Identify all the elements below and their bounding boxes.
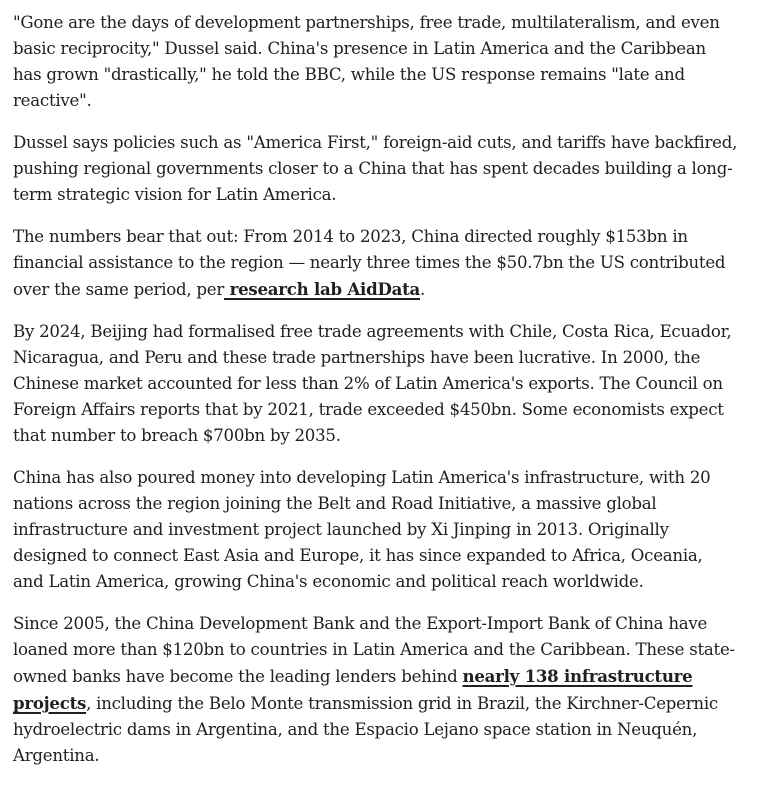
article-body	[13, 10, 738, 785]
paragraph-america-first	[13, 130, 738, 208]
paragraph-text: By 2024, Beijing had formalised free trade agreements with Chile, Costa Rica, Ecuador, Nicaragua, and Peru and these trade partnerships have been lucrative. In 2000, the Chinese market accounted for less than 2% of Latin America's exports. The Council on Foreign Affairs reports that by 2021, trade exceeded $450bn. Some economists expect that number to breach $700bn by 2035.	[13, 322, 732, 445]
paragraph-text: .	[420, 280, 426, 299]
paragraph-development-bank	[13, 611, 738, 769]
paragraph-text: Dussel says policies such as "America First," foreign-aid cuts, and tariffs have backfired, pushing regional governments closer to a China that has spent decades building a long-term strategic vision for Latin America.	[13, 133, 738, 204]
paragraph-text: China has also poured money into developing Latin America's infrastructure, with 20 nations across the region joining the Belt and Road Initiative, a massive global infrastructure and investment project launched by Xi Jinping in 2013. Originally designed to connect East Asia and Europe, it has since expanded to Africa, Oceania, and Latin America, growing China's economic and political reach worldwide.	[13, 468, 711, 591]
paragraph-dussel-quote	[13, 10, 738, 114]
paragraph-free-trade	[13, 319, 738, 449]
paragraph-belt-and-road	[13, 465, 738, 595]
paragraph-text: Since 2005, the China Development Bank and the Export-Import Bank of China have loaned more than $120bn to countries in Latin America and the Caribbean. These state-owned banks have become the leading lenders behind	[13, 614, 735, 686]
paragraph-text: "Gone are the days of development partnerships, free trade, multilateralism, and even basic reciprocity," Dussel said. China's presence in Latin America and the Caribbean has grown "drastically," he told the BBC, while the US response remains "late and reactive".	[13, 13, 720, 110]
infrastructure-projects-link[interactable]: nearly 138 infrastructure projects	[13, 666, 693, 713]
paragraph-text: The numbers bear that out: From 2014 to 2023, China directed roughly $153bn in financial assistance to the region — nearly three times the $50.7bn the US contributed over the same period, per	[13, 227, 726, 299]
aiddata-link[interactable]: research lab AidData	[224, 279, 421, 299]
paragraph-financial-assistance	[13, 224, 738, 303]
paragraph-text: , including the Belo Monte transmission grid in Brazil, the Kirchner-Cepernic hydroelectric dams in Argentina, and the Espacio Lejano space station in Neuquén, Argentina.	[13, 694, 718, 765]
